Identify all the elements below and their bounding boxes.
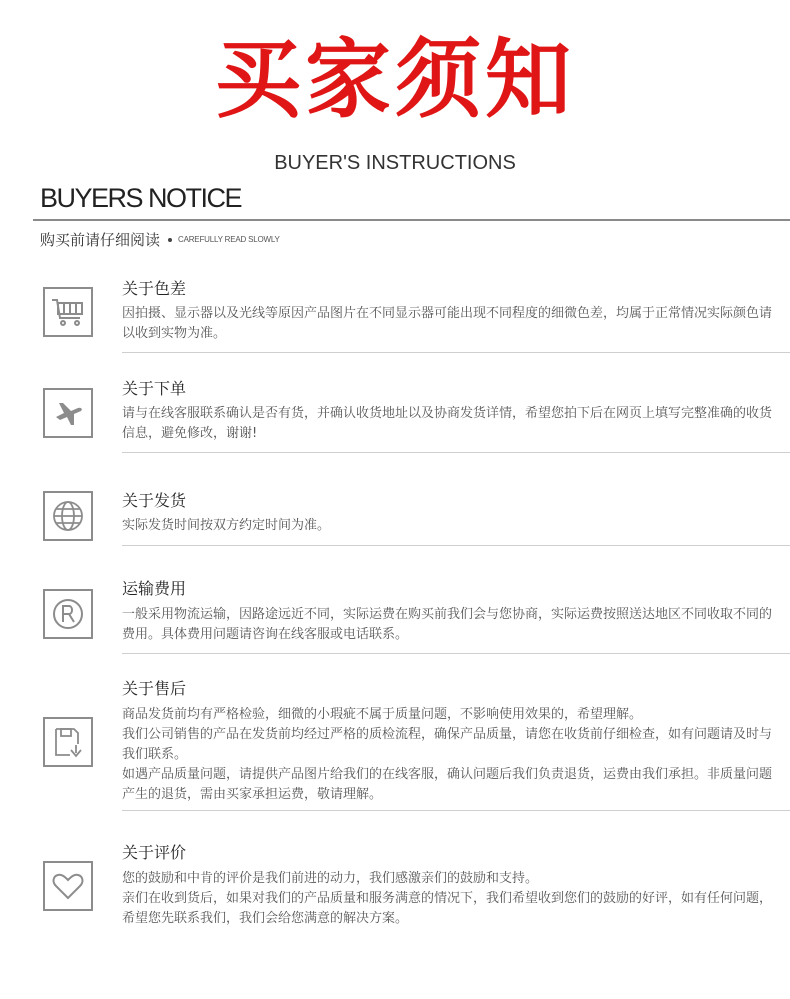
bullet-dot (168, 238, 172, 242)
cart-icon (43, 287, 93, 337)
item-text: 因拍摄、显示器以及光线等原因产品图片在不同显示器可能出现不同程度的细微色差，均属于正常情况实际颜色请以收到实物为准。 (122, 306, 773, 341)
item-title: 关于色差 (122, 279, 187, 298)
item-divider (122, 352, 790, 353)
page-subtitle: BUYER'S INSTRUCTIONS (274, 152, 516, 174)
item-divider (122, 452, 790, 453)
item-title: 运输费用 (122, 579, 187, 598)
item-body (122, 404, 772, 444)
item-body (122, 516, 772, 536)
item-divider (122, 545, 790, 546)
page-title: 买家须知 (215, 30, 575, 130)
heart-icon (43, 861, 93, 911)
item-body (122, 605, 772, 645)
item-text: 亲们在收到货后，如果对我们的产品质量和服务满意的情况下，我们希望收到您们的鼓励的好评，如有任何问题，希望您先联系我们，我们会给您满意的解决方案。 (122, 891, 773, 926)
read-carefully-line (40, 229, 280, 250)
read-carefully-cn: 购买前请仔细阅读 (40, 231, 161, 249)
item-divider (122, 810, 790, 811)
notice-heading: BUYERS NOTICE (40, 183, 242, 213)
item-text: 一般采用物流运输，因路途远近不同，实际运费在购买前我们会与您协商，实际运费按照送达地区不同收取不同的费用。具体费用问题请咨询在线客服或电话联系。 (122, 607, 773, 642)
airplane-icon (43, 388, 93, 438)
item-title: 关于评价 (122, 843, 187, 862)
return-icon (43, 717, 93, 767)
globe-icon (43, 491, 93, 541)
item-text: 您的鼓励和中肯的评价是我们前进的动力，我们感激亲们的鼓励和支持。 (122, 871, 539, 886)
item-divider (122, 653, 790, 654)
item-title: 关于售后 (122, 679, 187, 698)
item-text: 如遇产品质量问题，请提供产品图片给我们的在线客服，确认问题后我们负责退货，运费由我们承担。非质量问题产生的退货，需由买家承担运费，敬请理解。 (122, 767, 773, 802)
item-title: 关于下单 (122, 379, 187, 398)
item-body (122, 304, 772, 344)
item-body (122, 705, 772, 805)
read-carefully-en: CAREFULLY READ SLOWLY (178, 235, 280, 244)
item-text: 请与在线客服联系确认是否有货，并确认收货地址以及协商发货详情，希望您拍下后在网页上填写完整准确的收货信息，避免修改，谢谢! (122, 406, 773, 441)
item-text: 我们公司销售的产品在发货前均经过严格的质检流程，确保产品质量，请您在收货前仔细检查，如有问题请及时与我们联系。 (122, 727, 773, 762)
item-title: 关于发货 (122, 491, 187, 510)
registered-icon (43, 589, 93, 639)
item-text: 实际发货时间按双方约定时间为准。 (122, 518, 331, 533)
item-body (122, 869, 772, 929)
item-text: 商品发货前均有严格检验，细微的小瑕疵不属于质量问题，不影响使用效果的，希望理解。 (122, 707, 643, 722)
header-divider (33, 219, 790, 221)
